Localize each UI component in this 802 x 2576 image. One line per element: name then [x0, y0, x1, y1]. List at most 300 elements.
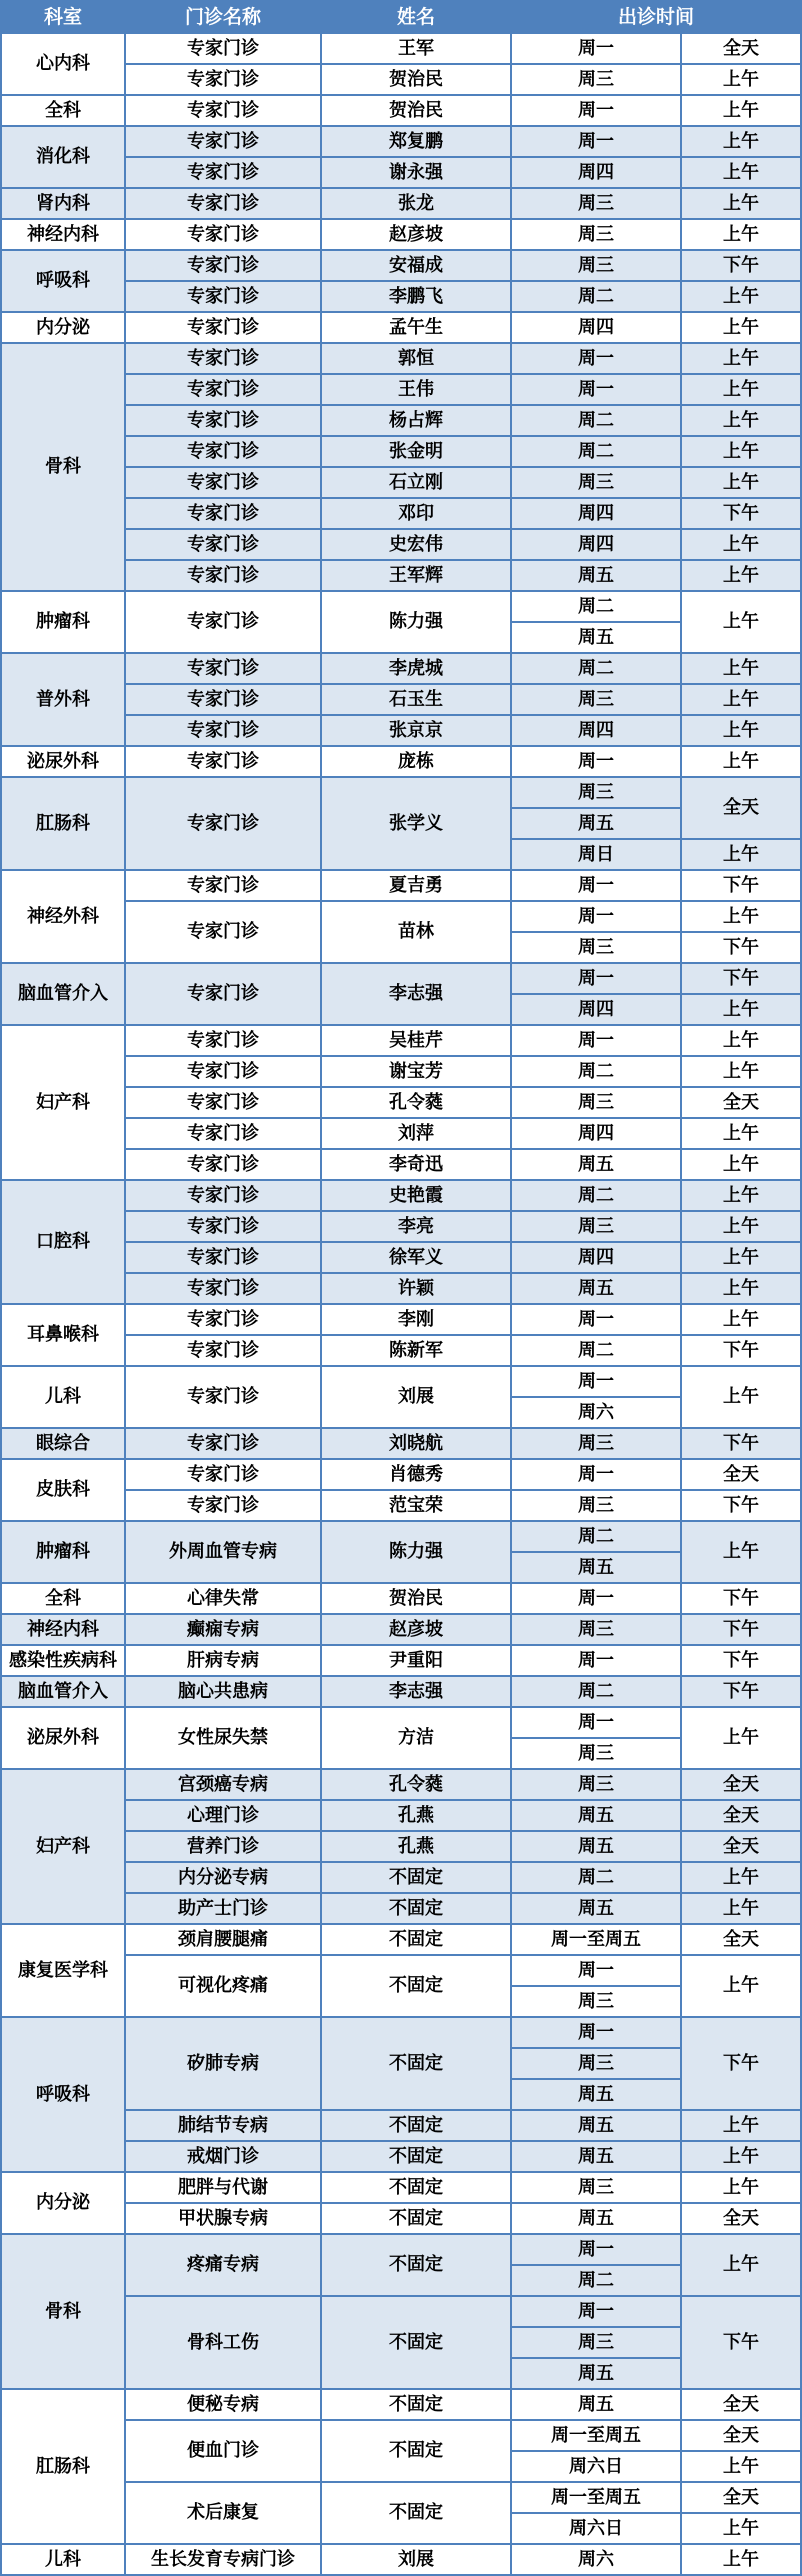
doctor-name-cell: 许颖 — [321, 1273, 511, 1304]
department-cell: 儿科 — [1, 1366, 125, 1428]
visit-day-cell: 周四 — [511, 529, 681, 560]
visit-period-cell: 上午 — [681, 64, 801, 95]
visit-period-cell: 下午 — [681, 498, 801, 529]
department-cell: 普外科 — [1, 653, 125, 746]
doctor-name-cell: 不固定 — [321, 2141, 511, 2172]
visit-period-cell: 上午 — [681, 2172, 801, 2203]
visit-period-cell: 上午 — [681, 1118, 801, 1149]
visit-day-cell: 周五 — [511, 1831, 681, 1862]
visit-day-cell: 周二 — [511, 1521, 681, 1552]
visit-day-cell: 周三 — [511, 64, 681, 95]
table-row — [1, 1645, 801, 1676]
visit-period-cell: 上午 — [681, 1056, 801, 1087]
table-row — [1, 2544, 801, 2575]
clinic-name-cell: 专家门诊 — [125, 1242, 321, 1273]
visit-day-cell: 周二 — [511, 281, 681, 312]
doctor-name-cell: 安福成 — [321, 250, 511, 281]
clinic-name-cell: 便秘专病 — [125, 2389, 321, 2420]
visit-period-cell: 全天 — [681, 2420, 801, 2451]
table-row — [1, 1707, 801, 1738]
clinic-name-cell: 专家门诊 — [125, 95, 321, 126]
visit-day-cell: 周二 — [511, 436, 681, 467]
visit-day-cell: 周一 — [511, 343, 681, 374]
visit-period-cell: 上午 — [681, 188, 801, 219]
department-cell: 肿瘤科 — [1, 591, 125, 653]
visit-period-cell: 下午 — [681, 1335, 801, 1366]
table-row — [1, 777, 801, 808]
visit-day-cell: 周一 — [511, 95, 681, 126]
visit-period-cell: 全天 — [681, 1800, 801, 1831]
visit-day-cell: 周一 — [511, 746, 681, 777]
visit-period-cell: 下午 — [681, 1614, 801, 1645]
visit-period-cell: 下午 — [681, 1645, 801, 1676]
clinic-name-cell: 专家门诊 — [125, 405, 321, 436]
department-cell: 神经外科 — [1, 870, 125, 963]
visit-period-cell: 下午 — [681, 2017, 801, 2110]
department-cell: 泌尿外科 — [1, 746, 125, 777]
visit-period-cell: 上午 — [681, 1304, 801, 1335]
clinic-name-cell: 专家门诊 — [125, 188, 321, 219]
visit-day-cell: 周六日 — [511, 2451, 681, 2482]
visit-day-cell: 周五 — [511, 2141, 681, 2172]
visit-day-cell: 周三 — [511, 467, 681, 498]
table-row — [1, 1428, 801, 1459]
clinic-name-cell: 专家门诊 — [125, 498, 321, 529]
clinic-name-cell: 专家门诊 — [125, 250, 321, 281]
table-row — [1, 1025, 801, 1056]
visit-period-cell: 上午 — [681, 1025, 801, 1056]
clinic-name-cell: 专家门诊 — [125, 777, 321, 870]
clinic-name-cell: 专家门诊 — [125, 33, 321, 64]
visit-day-cell: 周四 — [511, 1118, 681, 1149]
doctor-name-cell: 不固定 — [321, 1955, 511, 2017]
visit-day-cell: 周五 — [511, 2389, 681, 2420]
clinic-name-cell: 专家门诊 — [125, 436, 321, 467]
clinic-name-cell: 专家门诊 — [125, 1025, 321, 1056]
visit-day-cell: 周一 — [511, 33, 681, 64]
clinic-name-cell: 戒烟门诊 — [125, 2141, 321, 2172]
doctor-name-cell: 贺治民 — [321, 1583, 511, 1614]
visit-day-cell: 周一 — [511, 1645, 681, 1676]
table-row — [1, 591, 801, 622]
visit-period-cell: 全天 — [681, 777, 801, 839]
visit-period-cell: 上午 — [681, 560, 801, 591]
visit-day-cell: 周五 — [511, 560, 681, 591]
doctor-name-cell: 不固定 — [321, 1893, 511, 1924]
department-cell: 内分泌 — [1, 2172, 125, 2234]
visit-day-cell: 周六日 — [511, 2513, 681, 2544]
visit-period-cell: 全天 — [681, 2203, 801, 2234]
clinic-name-cell: 内分泌专病 — [125, 1862, 321, 1893]
doctor-name-cell: 李虎城 — [321, 653, 511, 684]
table-row — [1, 1521, 801, 1552]
doctor-name-cell: 徐军义 — [321, 1242, 511, 1273]
visit-day-cell: 周一 — [511, 901, 681, 932]
visit-day-cell: 周三 — [511, 684, 681, 715]
clinic-name-cell: 助产士门诊 — [125, 1893, 321, 1924]
visit-period-cell: 下午 — [681, 2296, 801, 2389]
table-row — [1, 1583, 801, 1614]
table-row — [1, 1180, 801, 1211]
visit-day-cell: 周二 — [511, 1056, 681, 1087]
doctor-name-cell: 史宏伟 — [321, 529, 511, 560]
visit-period-cell: 上午 — [681, 1707, 801, 1769]
visit-period-cell: 上午 — [681, 1149, 801, 1180]
header-doctor-name: 姓名 — [321, 1, 511, 33]
clinic-name-cell: 癫痫专病 — [125, 1614, 321, 1645]
table-row — [1, 870, 801, 901]
visit-day-cell: 周五 — [511, 1552, 681, 1583]
visit-period-cell: 上午 — [681, 436, 801, 467]
doctor-name-cell: 夏吉勇 — [321, 870, 511, 901]
doctor-name-cell: 史艳霞 — [321, 1180, 511, 1211]
department-cell: 感染性疾病科 — [1, 1645, 125, 1676]
doctor-name-cell: 刘晓航 — [321, 1428, 511, 1459]
visit-period-cell: 上午 — [681, 281, 801, 312]
clinic-name-cell: 专家门诊 — [125, 1366, 321, 1428]
visit-period-cell: 上午 — [681, 901, 801, 932]
doctor-name-cell: 孔燕 — [321, 1800, 511, 1831]
visit-day-cell: 周二 — [511, 1676, 681, 1707]
visit-period-cell: 上午 — [681, 1242, 801, 1273]
visit-period-cell: 上午 — [681, 653, 801, 684]
table-row — [1, 1304, 801, 1335]
visit-day-cell: 周二 — [511, 2265, 681, 2296]
visit-day-cell: 周三 — [511, 777, 681, 808]
visit-period-cell: 下午 — [681, 870, 801, 901]
table-row — [1, 95, 801, 126]
department-cell: 呼吸科 — [1, 2017, 125, 2172]
visit-day-cell: 周六 — [511, 1397, 681, 1428]
doctor-name-cell: 贺治民 — [321, 95, 511, 126]
visit-day-cell: 周五 — [511, 1800, 681, 1831]
doctor-name-cell: 孔燕 — [321, 1831, 511, 1862]
visit-period-cell: 上午 — [681, 1862, 801, 1893]
table-row — [1, 746, 801, 777]
doctor-name-cell: 张龙 — [321, 188, 511, 219]
visit-period-cell: 上午 — [681, 1366, 801, 1428]
doctor-name-cell: 石玉生 — [321, 684, 511, 715]
department-cell: 耳鼻喉科 — [1, 1304, 125, 1366]
table-row — [1, 219, 801, 250]
table-row — [1, 188, 801, 219]
doctor-name-cell: 范宝荣 — [321, 1490, 511, 1521]
department-cell: 脑血管介入 — [1, 963, 125, 1025]
doctor-name-cell: 李鹏飞 — [321, 281, 511, 312]
clinic-name-cell: 宫颈癌专病 — [125, 1769, 321, 1800]
visit-day-cell: 周一 — [511, 1459, 681, 1490]
visit-day-cell: 周一 — [511, 1025, 681, 1056]
visit-day-cell: 周二 — [511, 653, 681, 684]
table-row — [1, 2172, 801, 2203]
table-row — [1, 1769, 801, 1800]
visit-day-cell: 周一至周五 — [511, 1924, 681, 1955]
clinic-name-cell: 专家门诊 — [125, 374, 321, 405]
clinic-name-cell: 专家门诊 — [125, 126, 321, 157]
header-row — [1, 1, 801, 33]
visit-day-cell: 周一 — [511, 2296, 681, 2327]
visit-period-cell: 上午 — [681, 2544, 801, 2575]
visit-period-cell: 上午 — [681, 1273, 801, 1304]
visit-period-cell: 上午 — [681, 1211, 801, 1242]
clinic-name-cell: 肝病专病 — [125, 1645, 321, 1676]
department-cell: 儿科 — [1, 2544, 125, 2575]
clinic-name-cell: 专家门诊 — [125, 467, 321, 498]
visit-day-cell: 周一 — [511, 963, 681, 994]
clinic-name-cell: 专家门诊 — [125, 1428, 321, 1459]
visit-day-cell: 周三 — [511, 2327, 681, 2358]
doctor-name-cell: 不固定 — [321, 2234, 511, 2296]
visit-period-cell: 上午 — [681, 839, 801, 870]
clinic-name-cell: 专家门诊 — [125, 281, 321, 312]
clinic-name-cell: 便血门诊 — [125, 2420, 321, 2482]
visit-day-cell: 周五 — [511, 808, 681, 839]
table-row — [1, 33, 801, 64]
clinic-name-cell: 营养门诊 — [125, 1831, 321, 1862]
clinic-name-cell: 颈肩腰腿痛 — [125, 1924, 321, 1955]
visit-day-cell: 周五 — [511, 622, 681, 653]
department-cell: 皮肤科 — [1, 1459, 125, 1521]
clinic-name-cell: 专家门诊 — [125, 901, 321, 963]
visit-period-cell: 下午 — [681, 963, 801, 994]
visit-period-cell: 全天 — [681, 2389, 801, 2420]
visit-period-cell: 下午 — [681, 932, 801, 963]
clinic-name-cell: 专家门诊 — [125, 684, 321, 715]
clinic-name-cell: 专家门诊 — [125, 1180, 321, 1211]
doctor-name-cell: 孔令蕤 — [321, 1087, 511, 1118]
visit-period-cell: 全天 — [681, 1769, 801, 1800]
department-cell: 骨科 — [1, 2234, 125, 2389]
clinic-name-cell: 专家门诊 — [125, 157, 321, 188]
doctor-name-cell: 杨占辉 — [321, 405, 511, 436]
visit-period-cell: 全天 — [681, 33, 801, 64]
visit-day-cell: 周四 — [511, 157, 681, 188]
visit-day-cell: 周日 — [511, 839, 681, 870]
visit-period-cell: 上午 — [681, 126, 801, 157]
department-cell: 呼吸科 — [1, 250, 125, 312]
department-cell: 妇产科 — [1, 1769, 125, 1924]
visit-day-cell: 周五 — [511, 1273, 681, 1304]
clinic-name-cell: 专家门诊 — [125, 746, 321, 777]
visit-period-cell: 上午 — [681, 2451, 801, 2482]
department-cell: 脑血管介入 — [1, 1676, 125, 1707]
visit-day-cell: 周一 — [511, 870, 681, 901]
doctor-name-cell: 不固定 — [321, 2017, 511, 2110]
department-cell: 全科 — [1, 1583, 125, 1614]
visit-period-cell: 上午 — [681, 1521, 801, 1583]
visit-day-cell: 周三 — [511, 1614, 681, 1645]
visit-day-cell: 周一 — [511, 374, 681, 405]
clinic-name-cell: 疼痛专病 — [125, 2234, 321, 2296]
clinic-name-cell: 外周血管专病 — [125, 1521, 321, 1583]
visit-day-cell: 周三 — [511, 1087, 681, 1118]
doctor-name-cell: 不固定 — [321, 2420, 511, 2482]
doctor-name-cell: 贺治民 — [321, 64, 511, 95]
clinic-name-cell: 专家门诊 — [125, 715, 321, 746]
schedule-body — [1, 33, 801, 2575]
visit-period-cell: 上午 — [681, 1893, 801, 1924]
department-cell: 全科 — [1, 95, 125, 126]
visit-day-cell: 周三 — [511, 2172, 681, 2203]
visit-day-cell: 周一至周五 — [511, 2482, 681, 2513]
visit-period-cell: 下午 — [681, 1676, 801, 1707]
clinic-name-cell: 专家门诊 — [125, 1304, 321, 1335]
table-row — [1, 653, 801, 684]
table-row — [1, 2389, 801, 2420]
doctor-name-cell: 张京京 — [321, 715, 511, 746]
doctor-name-cell: 不固定 — [321, 1862, 511, 1893]
department-cell: 肿瘤科 — [1, 1521, 125, 1583]
table-row — [1, 1924, 801, 1955]
visit-day-cell: 周四 — [511, 994, 681, 1025]
visit-day-cell: 周一 — [511, 1707, 681, 1738]
clinic-name-cell: 专家门诊 — [125, 591, 321, 653]
visit-day-cell: 周二 — [511, 405, 681, 436]
visit-day-cell: 周四 — [511, 498, 681, 529]
clinic-name-cell: 甲状腺专病 — [125, 2203, 321, 2234]
table-row — [1, 1614, 801, 1645]
doctor-name-cell: 刘萍 — [321, 1118, 511, 1149]
visit-period-cell: 上午 — [681, 1180, 801, 1211]
doctor-name-cell: 王伟 — [321, 374, 511, 405]
clinic-name-cell: 专家门诊 — [125, 529, 321, 560]
clinic-name-cell: 专家门诊 — [125, 1211, 321, 1242]
visit-period-cell: 上午 — [681, 529, 801, 560]
clinic-name-cell: 骨科工伤 — [125, 2296, 321, 2389]
visit-day-cell: 周三 — [511, 1211, 681, 1242]
department-cell: 眼综合 — [1, 1428, 125, 1459]
clinic-name-cell: 肺结节专病 — [125, 2110, 321, 2141]
visit-day-cell: 周三 — [511, 2048, 681, 2079]
clinic-name-cell: 专家门诊 — [125, 1087, 321, 1118]
visit-day-cell: 周三 — [511, 1738, 681, 1769]
visit-day-cell: 周三 — [511, 1986, 681, 2017]
visit-day-cell: 周四 — [511, 1242, 681, 1273]
clinic-name-cell: 专家门诊 — [125, 1459, 321, 1490]
clinic-name-cell: 专家门诊 — [125, 1118, 321, 1149]
doctor-name-cell: 张金明 — [321, 436, 511, 467]
header-department: 科室 — [1, 1, 125, 33]
visit-period-cell: 上午 — [681, 2513, 801, 2544]
visit-day-cell: 周三 — [511, 219, 681, 250]
visit-day-cell: 周三 — [511, 932, 681, 963]
clinic-name-cell: 女性尿失禁 — [125, 1707, 321, 1769]
visit-day-cell: 周四 — [511, 312, 681, 343]
clinic-name-cell: 心律失常 — [125, 1583, 321, 1614]
doctor-name-cell: 不固定 — [321, 2296, 511, 2389]
visit-period-cell: 下午 — [681, 250, 801, 281]
visit-period-cell: 上午 — [681, 715, 801, 746]
clinic-name-cell: 专家门诊 — [125, 870, 321, 901]
table-row — [1, 1366, 801, 1397]
department-cell: 心内科 — [1, 33, 125, 95]
clinic-name-cell: 专家门诊 — [125, 1273, 321, 1304]
table-row — [1, 2017, 801, 2048]
doctor-name-cell: 李刚 — [321, 1304, 511, 1335]
visit-period-cell: 上午 — [681, 2110, 801, 2141]
clinic-name-cell: 生长发育专病门诊 — [125, 2544, 321, 2575]
table-row — [1, 963, 801, 994]
visit-day-cell: 周一 — [511, 2234, 681, 2265]
department-cell: 康复医学科 — [1, 1924, 125, 2017]
visit-day-cell: 周一 — [511, 1955, 681, 1986]
table-row — [1, 126, 801, 157]
doctor-name-cell: 刘展 — [321, 1366, 511, 1428]
clinic-name-cell: 专家门诊 — [125, 1056, 321, 1087]
clinic-name-cell: 专家门诊 — [125, 1149, 321, 1180]
visit-day-cell: 周五 — [511, 1149, 681, 1180]
department-cell: 妇产科 — [1, 1025, 125, 1180]
visit-period-cell: 上午 — [681, 467, 801, 498]
visit-period-cell: 上午 — [681, 157, 801, 188]
clinic-name-cell: 心理门诊 — [125, 1800, 321, 1831]
visit-period-cell: 上午 — [681, 2141, 801, 2172]
doctor-name-cell: 苗林 — [321, 901, 511, 963]
doctor-name-cell: 方洁 — [321, 1707, 511, 1769]
department-cell: 口腔科 — [1, 1180, 125, 1304]
table-row — [1, 312, 801, 343]
visit-day-cell: 周一 — [511, 2017, 681, 2048]
department-cell: 神经内科 — [1, 1614, 125, 1645]
visit-period-cell: 上午 — [681, 684, 801, 715]
doctor-name-cell: 郑复鹏 — [321, 126, 511, 157]
visit-day-cell: 周三 — [511, 1769, 681, 1800]
department-cell: 肾内科 — [1, 188, 125, 219]
doctor-name-cell: 孔令蕤 — [321, 1769, 511, 1800]
visit-day-cell: 周二 — [511, 1180, 681, 1211]
department-cell: 肛肠科 — [1, 2389, 125, 2544]
clinic-name-cell: 专家门诊 — [125, 1335, 321, 1366]
doctor-name-cell: 不固定 — [321, 2172, 511, 2203]
visit-period-cell: 全天 — [681, 1831, 801, 1862]
visit-day-cell: 周六 — [511, 2544, 681, 2575]
clinic-name-cell: 可视化疼痛 — [125, 1955, 321, 2017]
table-row — [1, 2234, 801, 2265]
department-cell: 消化科 — [1, 126, 125, 188]
doctor-name-cell: 赵彦坡 — [321, 1614, 511, 1645]
visit-period-cell: 全天 — [681, 1924, 801, 1955]
visit-period-cell: 上午 — [681, 746, 801, 777]
visit-period-cell: 下午 — [681, 1583, 801, 1614]
doctor-name-cell: 邓印 — [321, 498, 511, 529]
header-visit-time: 出诊时间 — [511, 1, 801, 33]
visit-period-cell: 全天 — [681, 2482, 801, 2513]
visit-day-cell: 周五 — [511, 2110, 681, 2141]
doctor-name-cell: 陈力强 — [321, 591, 511, 653]
visit-day-cell: 周五 — [511, 2203, 681, 2234]
visit-period-cell: 上午 — [681, 591, 801, 653]
clinic-name-cell: 专家门诊 — [125, 312, 321, 343]
clinic-name-cell: 矽肺专病 — [125, 2017, 321, 2110]
header-clinic-name: 门诊名称 — [125, 1, 321, 33]
doctor-name-cell: 李志强 — [321, 1676, 511, 1707]
department-cell: 肛肠科 — [1, 777, 125, 870]
doctor-name-cell: 张学义 — [321, 777, 511, 870]
visit-day-cell: 周一 — [511, 1304, 681, 1335]
visit-period-cell: 上午 — [681, 312, 801, 343]
doctor-name-cell: 不固定 — [321, 2389, 511, 2420]
doctor-name-cell: 郭恒 — [321, 343, 511, 374]
visit-day-cell: 周三 — [511, 1428, 681, 1459]
doctor-name-cell: 石立刚 — [321, 467, 511, 498]
doctor-name-cell: 王军辉 — [321, 560, 511, 591]
clinic-name-cell: 专家门诊 — [125, 963, 321, 1025]
doctor-name-cell: 陈新军 — [321, 1335, 511, 1366]
visit-day-cell: 周五 — [511, 2358, 681, 2389]
department-cell: 泌尿外科 — [1, 1707, 125, 1769]
doctor-name-cell: 肖德秀 — [321, 1459, 511, 1490]
visit-period-cell: 上午 — [681, 219, 801, 250]
